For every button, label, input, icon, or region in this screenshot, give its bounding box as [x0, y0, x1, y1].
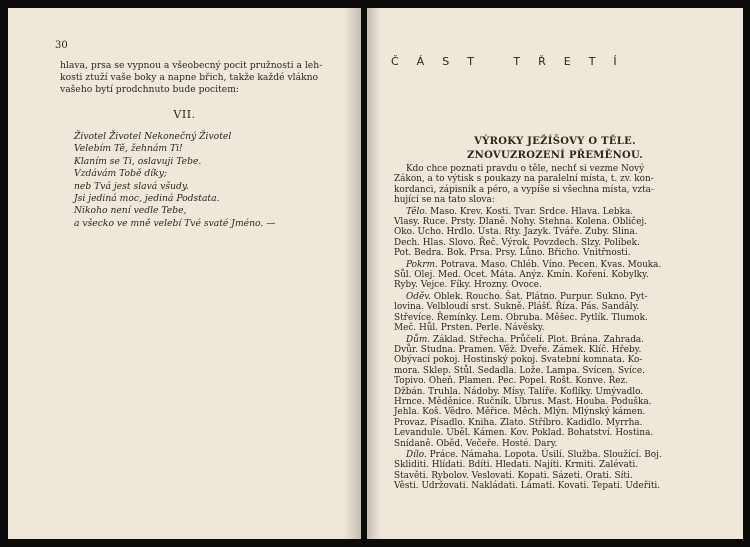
text-line: Kdo chce poznati pravdu o těle, nechť si vezme Nový [406, 164, 645, 174]
text-line [394, 450, 716, 460]
text-line: Stavěti. Rybolov. Veslovati. Kopati. Sázeti. Orati. Síti. [394, 470, 633, 481]
text-line: mora. Sklep. Stůl. Sedadla. Lože. Lampa. Svícen. Svíce. [394, 365, 645, 376]
intro-paragraph [394, 164, 716, 206]
group-label: Dílo. [406, 449, 427, 460]
text-line: Dech. Hlas. Slovo. Řeč. Výrok. Povzdech. Slzy. Políbek. [394, 237, 640, 248]
poem-line: Životel Životel Nekonečný Životel [74, 131, 232, 142]
poem-line: Nikoho není vedle Tebe, [74, 205, 187, 217]
group-label: Oděv. [406, 291, 431, 302]
poem-line: Klaním se Ti, oslavuji Tebe. [74, 155, 202, 167]
poem-line: Jsi jediná moc, jediná Podstata. [74, 193, 220, 205]
text-line: vašeho bytí prodchnuto bude pocitem: [60, 84, 240, 96]
page-number: 30 [55, 40, 68, 51]
text-line: hující se na tato slova: [394, 195, 495, 206]
group-words: Potrava. Maso. Chléb. Víno. Pecen. Kvas. Mouka. [437, 259, 662, 270]
text-line: Džbán. Truhla. Nádoby. Mísy. Talíře. Koflíky. Umývadlo. [394, 386, 644, 397]
text-line: Pot. Bedra. Bok. Prsa. Prsy. Lůno. Břicho. Vnitřnosti. [394, 248, 631, 259]
text-line [394, 260, 716, 270]
gutter-shadow-right [367, 8, 381, 539]
poem-line: Vzdávám Tobě díky; [74, 168, 167, 180]
word-group [394, 292, 716, 334]
group-label: Pokrm. [406, 259, 438, 270]
text-line: Levandule. Úběl. Kámen. Kov. Poklad. Bohatství. Hostina. [394, 428, 654, 439]
text-line: Topivo. Oheň. Plamen. Pec. Popel. Rošt. Konve. Řez. [394, 376, 629, 387]
text-line [394, 292, 716, 302]
text-line: lovina. Velbloudí srst. Sukně. Plášť. Říza. Pás. Sandály. [394, 302, 640, 313]
text-line: Snídaně. Oběd. Večeře. Hosté. Dary. [394, 438, 558, 449]
text-line: Meč. Hůl. Prsten. Perle. Návěsky. [394, 323, 545, 334]
text-line: Věsti. Udržovati. Nakládati. Lámati. Kovati. Tepati. Udeřiti. [394, 481, 661, 492]
left-intro-paragraph [60, 60, 332, 97]
text-line: kosti ztuží vaše boky a napne břich, takže každé vlákno [60, 72, 319, 84]
word-group [394, 207, 716, 259]
text-line: Hrnce. Měděnice. Ručník. Ubrus. Mast. Houba. Poduška. [394, 396, 652, 407]
group-label: Tělo. [406, 206, 428, 217]
chapter-title-line: ZNOVUZROZENÍ PŘEMĚNOU. [467, 150, 643, 161]
text-line: Oko. Ucho. Hrdlo. Ústa. Rty. Jazyk. Tváře. Zuby. Slina. [394, 227, 638, 238]
left-page [8, 8, 361, 539]
poem-line: neb Tvá jest slavá všudy. [74, 180, 189, 192]
chapter-title-line: VÝROKY JEŽÍŠOVY O TĚLE. [474, 136, 636, 147]
section-number: VII. [173, 108, 196, 121]
group-label: Dům. [406, 334, 431, 345]
group-words: Práce. Námaha. Lopota. Úsilí. Služba. Sloužící. Boj. [426, 449, 662, 460]
text-line: Skliditi. Hlídati. Bdíti. Hledati. Najíti. Krmiti. Zalévati. [394, 460, 639, 471]
word-group [394, 335, 716, 449]
text-line: Obývací pokoj. Hostinský pokoj. Svatební komnata. Ko- [394, 355, 643, 366]
text-line: Střevíce. Řemínky. Lem. Obruba. Měšec. Pytlík. Tlumok. [394, 312, 648, 323]
text-line: Ryby. Vejce. Fíky. Hrozny. Ovoce. [394, 280, 542, 291]
group-words: Základ. Střecha. Průčelí. Plot. Brána. Zahrada. [430, 334, 644, 345]
word-groups [394, 207, 716, 492]
text-line: Provaz. Písadlo. Kniha. Zlato. Stříbro. Kadidlo. Myrrha. [394, 417, 643, 428]
text-line: Sůl. Olej. Med. Ocet. Máta. Anýz. Kmín. Koření. Kobylky. [394, 270, 649, 281]
text-line: Zákon, a to výtisk s poukazy na paralelní místa, t. zv. kon- [394, 174, 654, 185]
right-page [367, 8, 743, 539]
poem-line: a všecko ve mně velebí Tvé svaté Jméno. — [74, 217, 276, 229]
text-line [394, 207, 716, 217]
word-group [394, 450, 716, 492]
part-heading: ČÁST TŘETÍ [391, 55, 635, 68]
gutter-shadow-left [343, 8, 361, 539]
poem [74, 131, 275, 230]
poem-line: Velebím Tě, žehnám Ti! [74, 143, 183, 155]
text-line: Jehla. Koš. Vědro. Měřice. Měch. Mlýn. Mlýnský kámen. [394, 407, 646, 418]
word-group [394, 260, 716, 291]
text-line [394, 335, 716, 345]
group-words: Maso. Krev. Kosti. Tvar. Srdce. Hlava. Lebka. [427, 206, 634, 217]
body-text [394, 163, 716, 492]
text-line: kordanci, zápisník a péro, a vypíše si všechna místa, vzta- [394, 184, 654, 195]
chapter-title [367, 135, 743, 163]
group-words: Oblek. Roucho. Šat. Plátno. Purpur. Sukno. Pyt- [431, 291, 648, 302]
text-line: Vlasy. Ruce. Prsty. Dlaně. Nohy. Stehna. Kolena. Obličej. [394, 217, 647, 228]
text-line: hlava, prsa se vypnou a všeobecný pocit pružnosti a leh- [60, 60, 323, 71]
text-line: Dvůr. Studna. Pramen. Věž. Dveře. Zámek. Klíč. Hřeby. [394, 344, 642, 355]
